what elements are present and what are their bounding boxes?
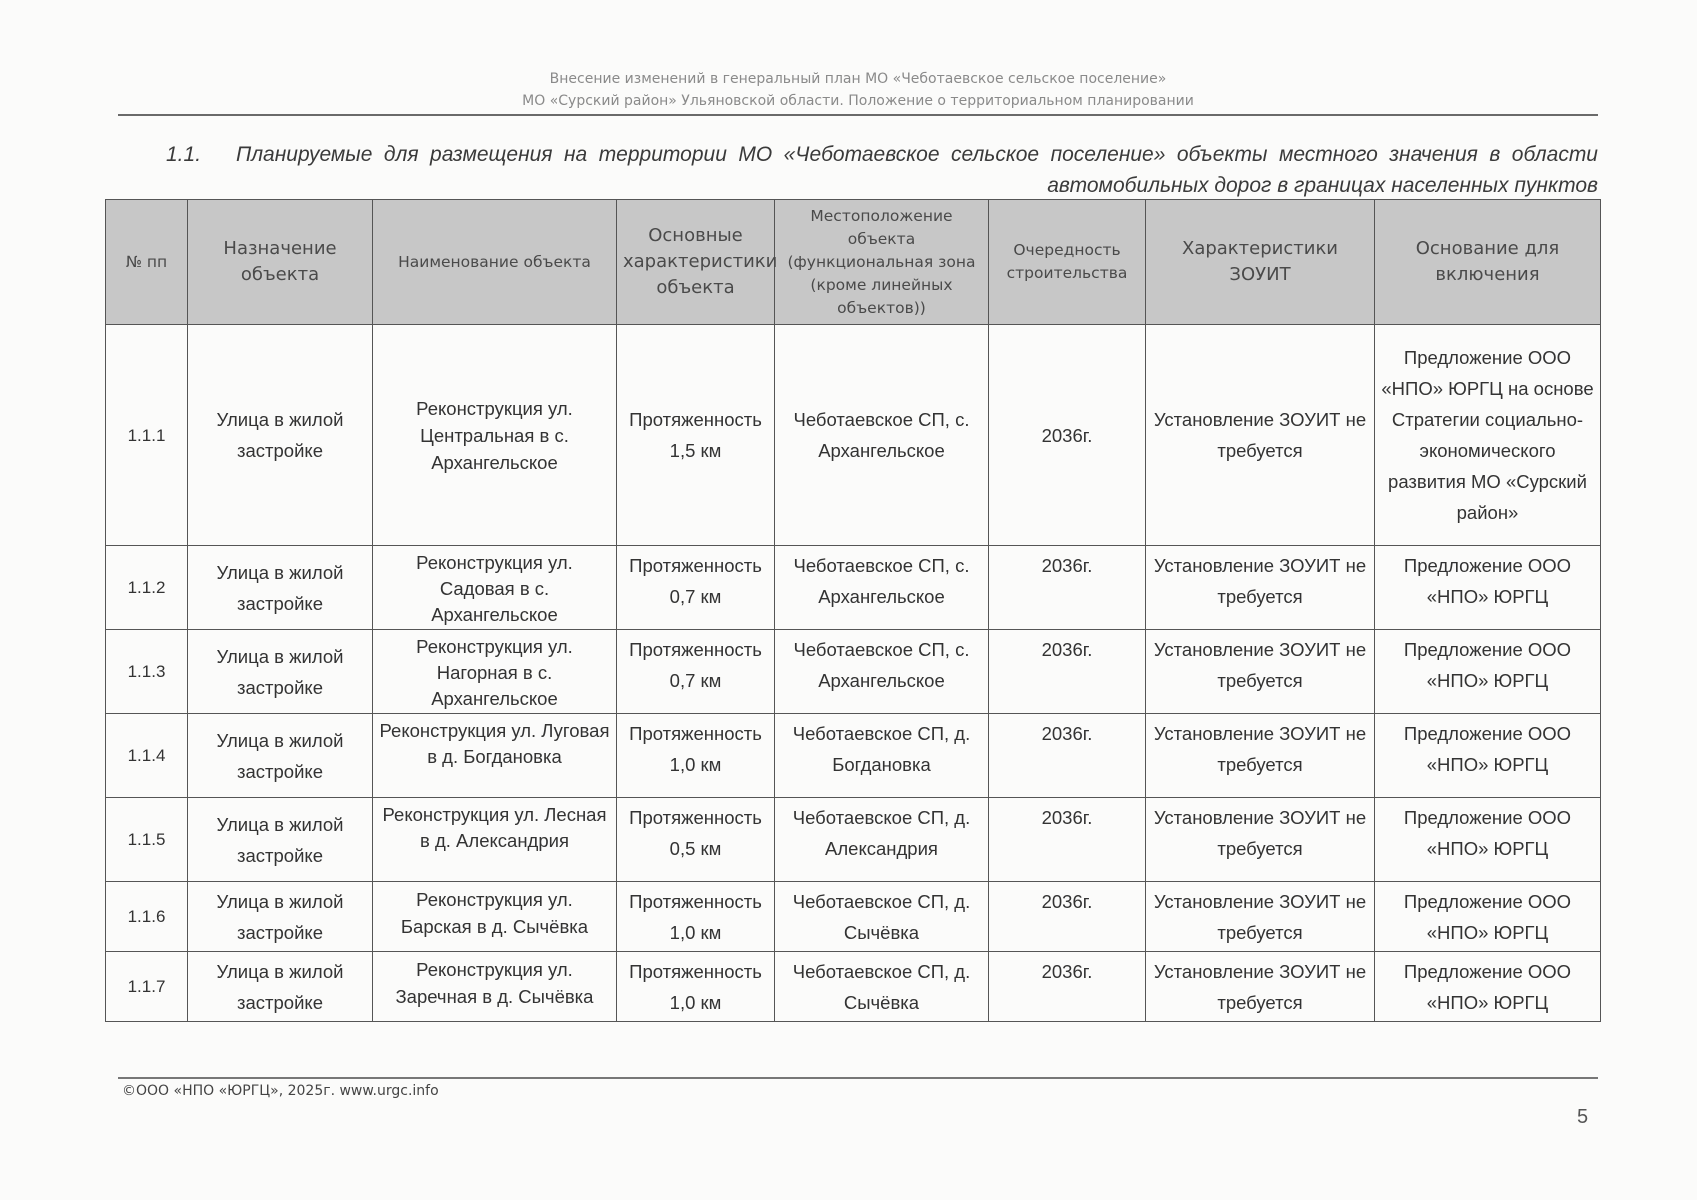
cell-characteristics: Протяженность 0,7 км [617, 546, 775, 630]
cell-purpose: Улица в жилой застройке [188, 325, 373, 546]
cell-basis: Предложение ООО «НПО» ЮРГЦ на основе Стратегии социально-экономического развития МО «Сурский район» [1375, 325, 1601, 546]
cell-characteristics: Протяженность 1,0 км [617, 714, 775, 798]
cell-stage: 2036г. [989, 714, 1146, 798]
cell-zouit: Установление ЗОУИТ не требуется [1146, 546, 1375, 630]
cell-basis: Предложение ООО «НПО» ЮРГЦ [1375, 798, 1601, 882]
table-row [106, 630, 1601, 714]
section-heading: Планируемые для размещения на территории МО «Чеботаевское сельское поселение» объекты местного значения в области автомобильных дорог в границах населенных пунктов [236, 143, 1598, 197]
cell-num: 1.1.2 [106, 546, 188, 630]
cell-basis: Предложение ООО «НПО» ЮРГЦ [1375, 714, 1601, 798]
cell-name: Реконструкция ул. Центральная в с. Архангельское [373, 325, 617, 546]
cell-characteristics: Протяженность 1,0 км [617, 882, 775, 952]
cell-purpose: Улица в жилой застройке [188, 952, 373, 1022]
cell-stage: 2036г. [989, 882, 1146, 952]
cell-purpose: Улица в жилой застройке [188, 714, 373, 798]
table-row [106, 882, 1601, 952]
col-header-characteristics: Основные характеристики объекта [617, 200, 775, 325]
cell-zouit: Установление ЗОУИТ не требуется [1146, 952, 1375, 1022]
cell-stage: 2036г. [989, 952, 1146, 1022]
col-header-purpose: Назначение объекта [188, 200, 373, 325]
footer-rule [118, 1077, 1598, 1079]
cell-zouit: Установление ЗОУИТ не требуется [1146, 630, 1375, 714]
cell-basis: Предложение ООО «НПО» ЮРГЦ [1375, 882, 1601, 952]
col-header-basis: Основание для включения [1375, 200, 1601, 325]
cell-characteristics: Протяженность 0,5 км [617, 798, 775, 882]
cell-num: 1.1.5 [106, 798, 188, 882]
table-row [106, 325, 1601, 546]
table-row [106, 546, 1601, 630]
cell-name: Реконструкция ул. Заречная в д. Сычёвка [373, 952, 617, 1022]
cell-stage: 2036г. [989, 325, 1146, 546]
cell-stage: 2036г. [989, 546, 1146, 630]
col-header-location: Местоположение объекта (функциональная зона (кроме линейных объектов)) [775, 200, 989, 325]
cell-num: 1.1.6 [106, 882, 188, 952]
header-line-1: Внесение изменений в генеральный план МО «Чеботаевское сельское поселение» [549, 71, 1167, 87]
cell-zouit: Установление ЗОУИТ не требуется [1146, 325, 1375, 546]
section-number: 1.1. [166, 143, 202, 166]
cell-name: Реконструкция ул. Садовая в с. Архангельское [373, 546, 617, 630]
col-header-num: № пп [106, 200, 188, 325]
cell-characteristics: Протяженность 1,0 км [617, 952, 775, 1022]
cell-name: Реконструкция ул. Луговая в д. Богдановка [373, 714, 617, 798]
cell-purpose: Улица в жилой застройке [188, 798, 373, 882]
cell-purpose: Улица в жилой застройке [188, 546, 373, 630]
cell-characteristics: Протяженность 0,7 км [617, 630, 775, 714]
cell-location: Чеботаевское СП, с. Архангельское [775, 630, 989, 714]
cell-location: Чеботаевское СП, д. Богдановка [775, 714, 989, 798]
objects-table [105, 199, 1601, 1022]
cell-name: Реконструкция ул. Нагорная в с. Архангельское [373, 630, 617, 714]
cell-num: 1.1.3 [106, 630, 188, 714]
table-row [106, 952, 1601, 1022]
cell-zouit: Установление ЗОУИТ не требуется [1146, 882, 1375, 952]
page-number: 5 [1577, 1106, 1589, 1128]
col-header-name: Наименование объекта [373, 200, 617, 325]
cell-location: Чеботаевское СП, д. Сычёвка [775, 882, 989, 952]
header-line-2: МО «Сурский район» Ульяновской области. Положение о территориальном планировании [522, 93, 1194, 109]
cell-basis: Предложение ООО «НПО» ЮРГЦ [1375, 546, 1601, 630]
cell-num: 1.1.7 [106, 952, 188, 1022]
cell-stage: 2036г. [989, 630, 1146, 714]
cell-basis: Предложение ООО «НПО» ЮРГЦ [1375, 630, 1601, 714]
cell-location: Чеботаевское СП, с. Архангельское [775, 325, 989, 546]
table-row [106, 798, 1601, 882]
col-header-zouit: Характеристики ЗОУИТ [1146, 200, 1375, 325]
header-rule [118, 114, 1598, 116]
table-header-row [106, 200, 1601, 325]
col-header-stage: Очередность строительства [989, 200, 1146, 325]
table-row [106, 714, 1601, 798]
footer-copyright: ©ООО «НПО «ЮРГЦ», 2025г. www.urgc.info [122, 1083, 439, 1099]
cell-purpose: Улица в жилой застройке [188, 882, 373, 952]
cell-characteristics: Протяженность 1,5 км [617, 325, 775, 546]
cell-location: Чеботаевское СП, д. Сычёвка [775, 952, 989, 1022]
cell-zouit: Установление ЗОУИТ не требуется [1146, 714, 1375, 798]
cell-name: Реконструкция ул. Барская в д. Сычёвка [373, 882, 617, 952]
cell-purpose: Улица в жилой застройке [188, 630, 373, 714]
running-header [118, 68, 1598, 112]
cell-stage: 2036г. [989, 798, 1146, 882]
cell-location: Чеботаевское СП, д. Александрия [775, 798, 989, 882]
cell-zouit: Установление ЗОУИТ не требуется [1146, 798, 1375, 882]
cell-basis: Предложение ООО «НПО» ЮРГЦ [1375, 952, 1601, 1022]
cell-num: 1.1.4 [106, 714, 188, 798]
cell-location: Чеботаевское СП, с. Архангельское [775, 546, 989, 630]
cell-num: 1.1.1 [106, 325, 188, 546]
cell-name: Реконструкция ул. Лесная в д. Александрия [373, 798, 617, 882]
